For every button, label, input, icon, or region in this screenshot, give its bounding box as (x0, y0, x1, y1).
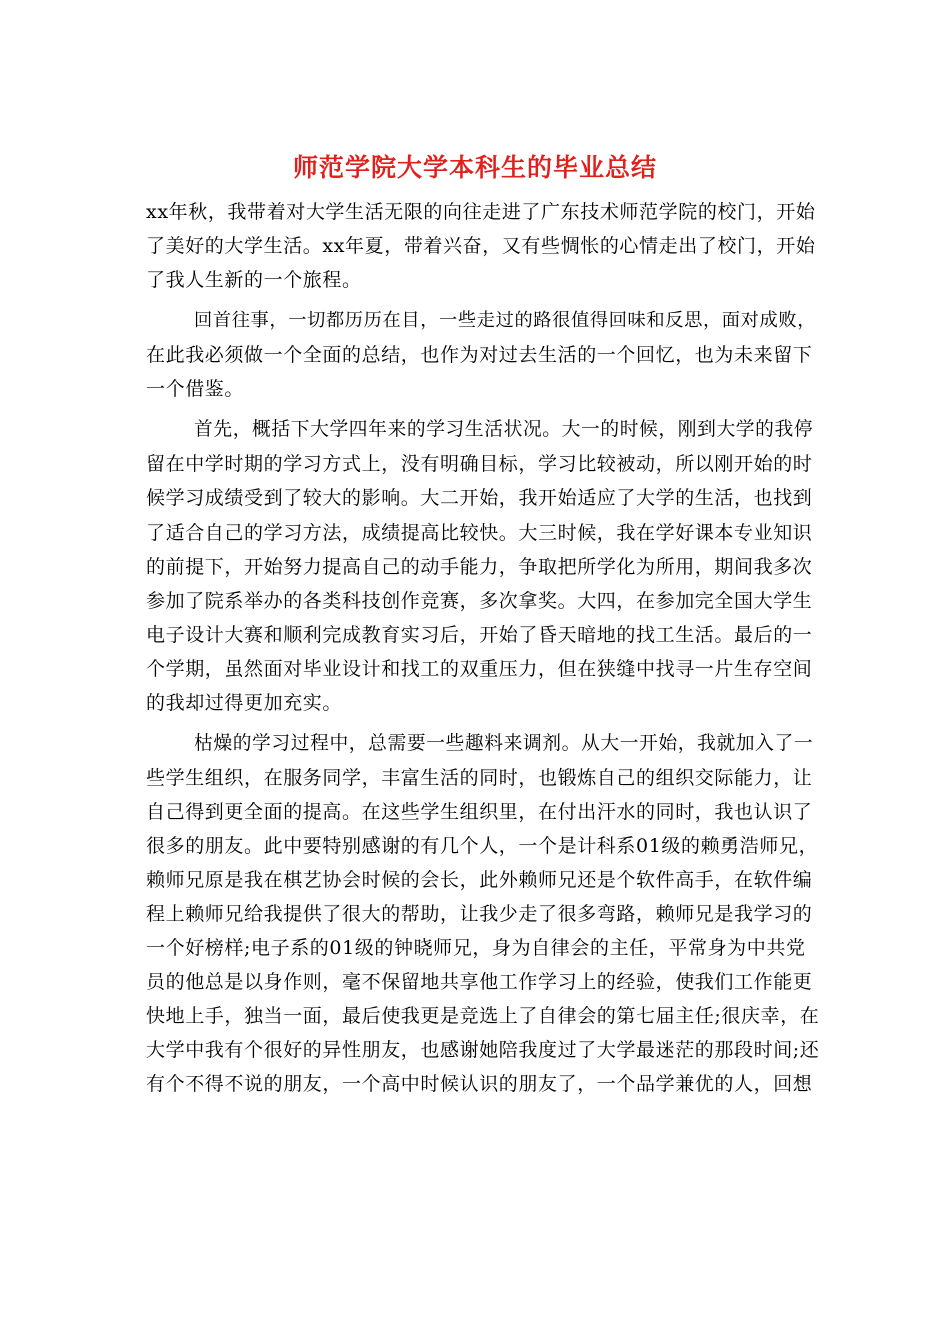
text-line: 程上赖师兄给我提供了很大的帮助，让我少走了很多弯路，赖师兄是我学习的 (146, 903, 813, 925)
text-line: 有个不得不说的朋友，一个高中时候认识的朋友了，一个品学兼优的人，回想 (146, 1073, 813, 1095)
text-line: 枯燥的学习过程中，总需要一些趣料来调剂。从大一开始，我就加入了一 (194, 733, 814, 754)
text-line: 电子设计大赛和顺利完成教育实习后，开始了昏天暗地的找工生活。最后的一 (146, 624, 813, 646)
text-line: 自己得到更全面的提高。在这些学生组织里，在付出汗水的同时，我也认识了 (146, 801, 813, 823)
text-line: 一个借鉴。 (146, 378, 245, 400)
text-line: 个学期，虽然面对毕业设计和找工的双重压力，但在狭缝中找寻一片生存空间 (146, 658, 813, 680)
text-line: 很多的朋友。此中要特别感谢的有几个人，一个是计科系01级的赖勇浩师兄， (146, 835, 819, 857)
text-line: 快地上手，独当一面，最后使我更是竞选上了自律会的第七届主任;很庆幸，在 (146, 1005, 820, 1027)
text-line: 了适合自己的学习方法，成绩提高比较快。大三时候，我在学好课本专业知识 (146, 522, 813, 544)
text-line: 的前提下，开始努力提高自己的动手能力，争取把所学化为所用，期间我多次 (146, 556, 813, 578)
text-line: 留在中学时期的学习方式上，没有明确目标，学习比较被动，所以刚开始的时 (146, 453, 813, 475)
text-line: 回首往事，一切都历历在目，一些走过的路很值得回味和反思，面对成败， (194, 310, 817, 331)
text-line: 了美好的大学生活。xx年夏，带着兴奋，又有些惆怅的心情走出了校门，开始 (146, 235, 816, 257)
text-line: 参加了院系举办的各类科技创作竞赛，多次拿奖。大四，在参加完全国大学生 (146, 590, 813, 612)
text-line: 候学习成绩受到了较大的影响。大二开始，我开始适应了大学的生活，也找到 (146, 487, 813, 509)
text-line: 在此我必须做一个全面的总结，也作为对过去生活的一个回忆，也为未来留下 (146, 344, 813, 366)
text-line: 首先，概括下大学四年来的学习生活状况。大一的时候，刚到大学的我停 (194, 419, 814, 440)
text-line: 一个好榜样;电子系的01级的钟晓师兄，身为自律会的主任，平常身为中共党 (146, 937, 806, 959)
text-line: 了我人生新的一个旅程。 (146, 269, 362, 291)
text-line: 大学中我有个很好的异性朋友，也感谢她陪我度过了大学最迷茫的那段时间;还 (146, 1039, 820, 1061)
document-title: 师范学院大学本科生的毕业总结 (292, 153, 657, 182)
text-line: xx年秋，我带着对大学生活无限的向往走进了广东技术师范学院的校门，开始 (146, 201, 816, 223)
text-line: 员的他总是以身作则，毫不保留地共享他工作学习上的经验，使我们工作能更 (146, 971, 813, 993)
text-line: 赖师兄原是我在棋艺协会时候的会长，此外赖师兄还是个软件高手，在软件编 (146, 869, 813, 891)
text-line: 些学生组织，在服务同学，丰富生活的同时，也锻炼自己的组织交际能力，让 (146, 767, 813, 789)
text-line: 的我却过得更加充实。 (146, 692, 343, 714)
